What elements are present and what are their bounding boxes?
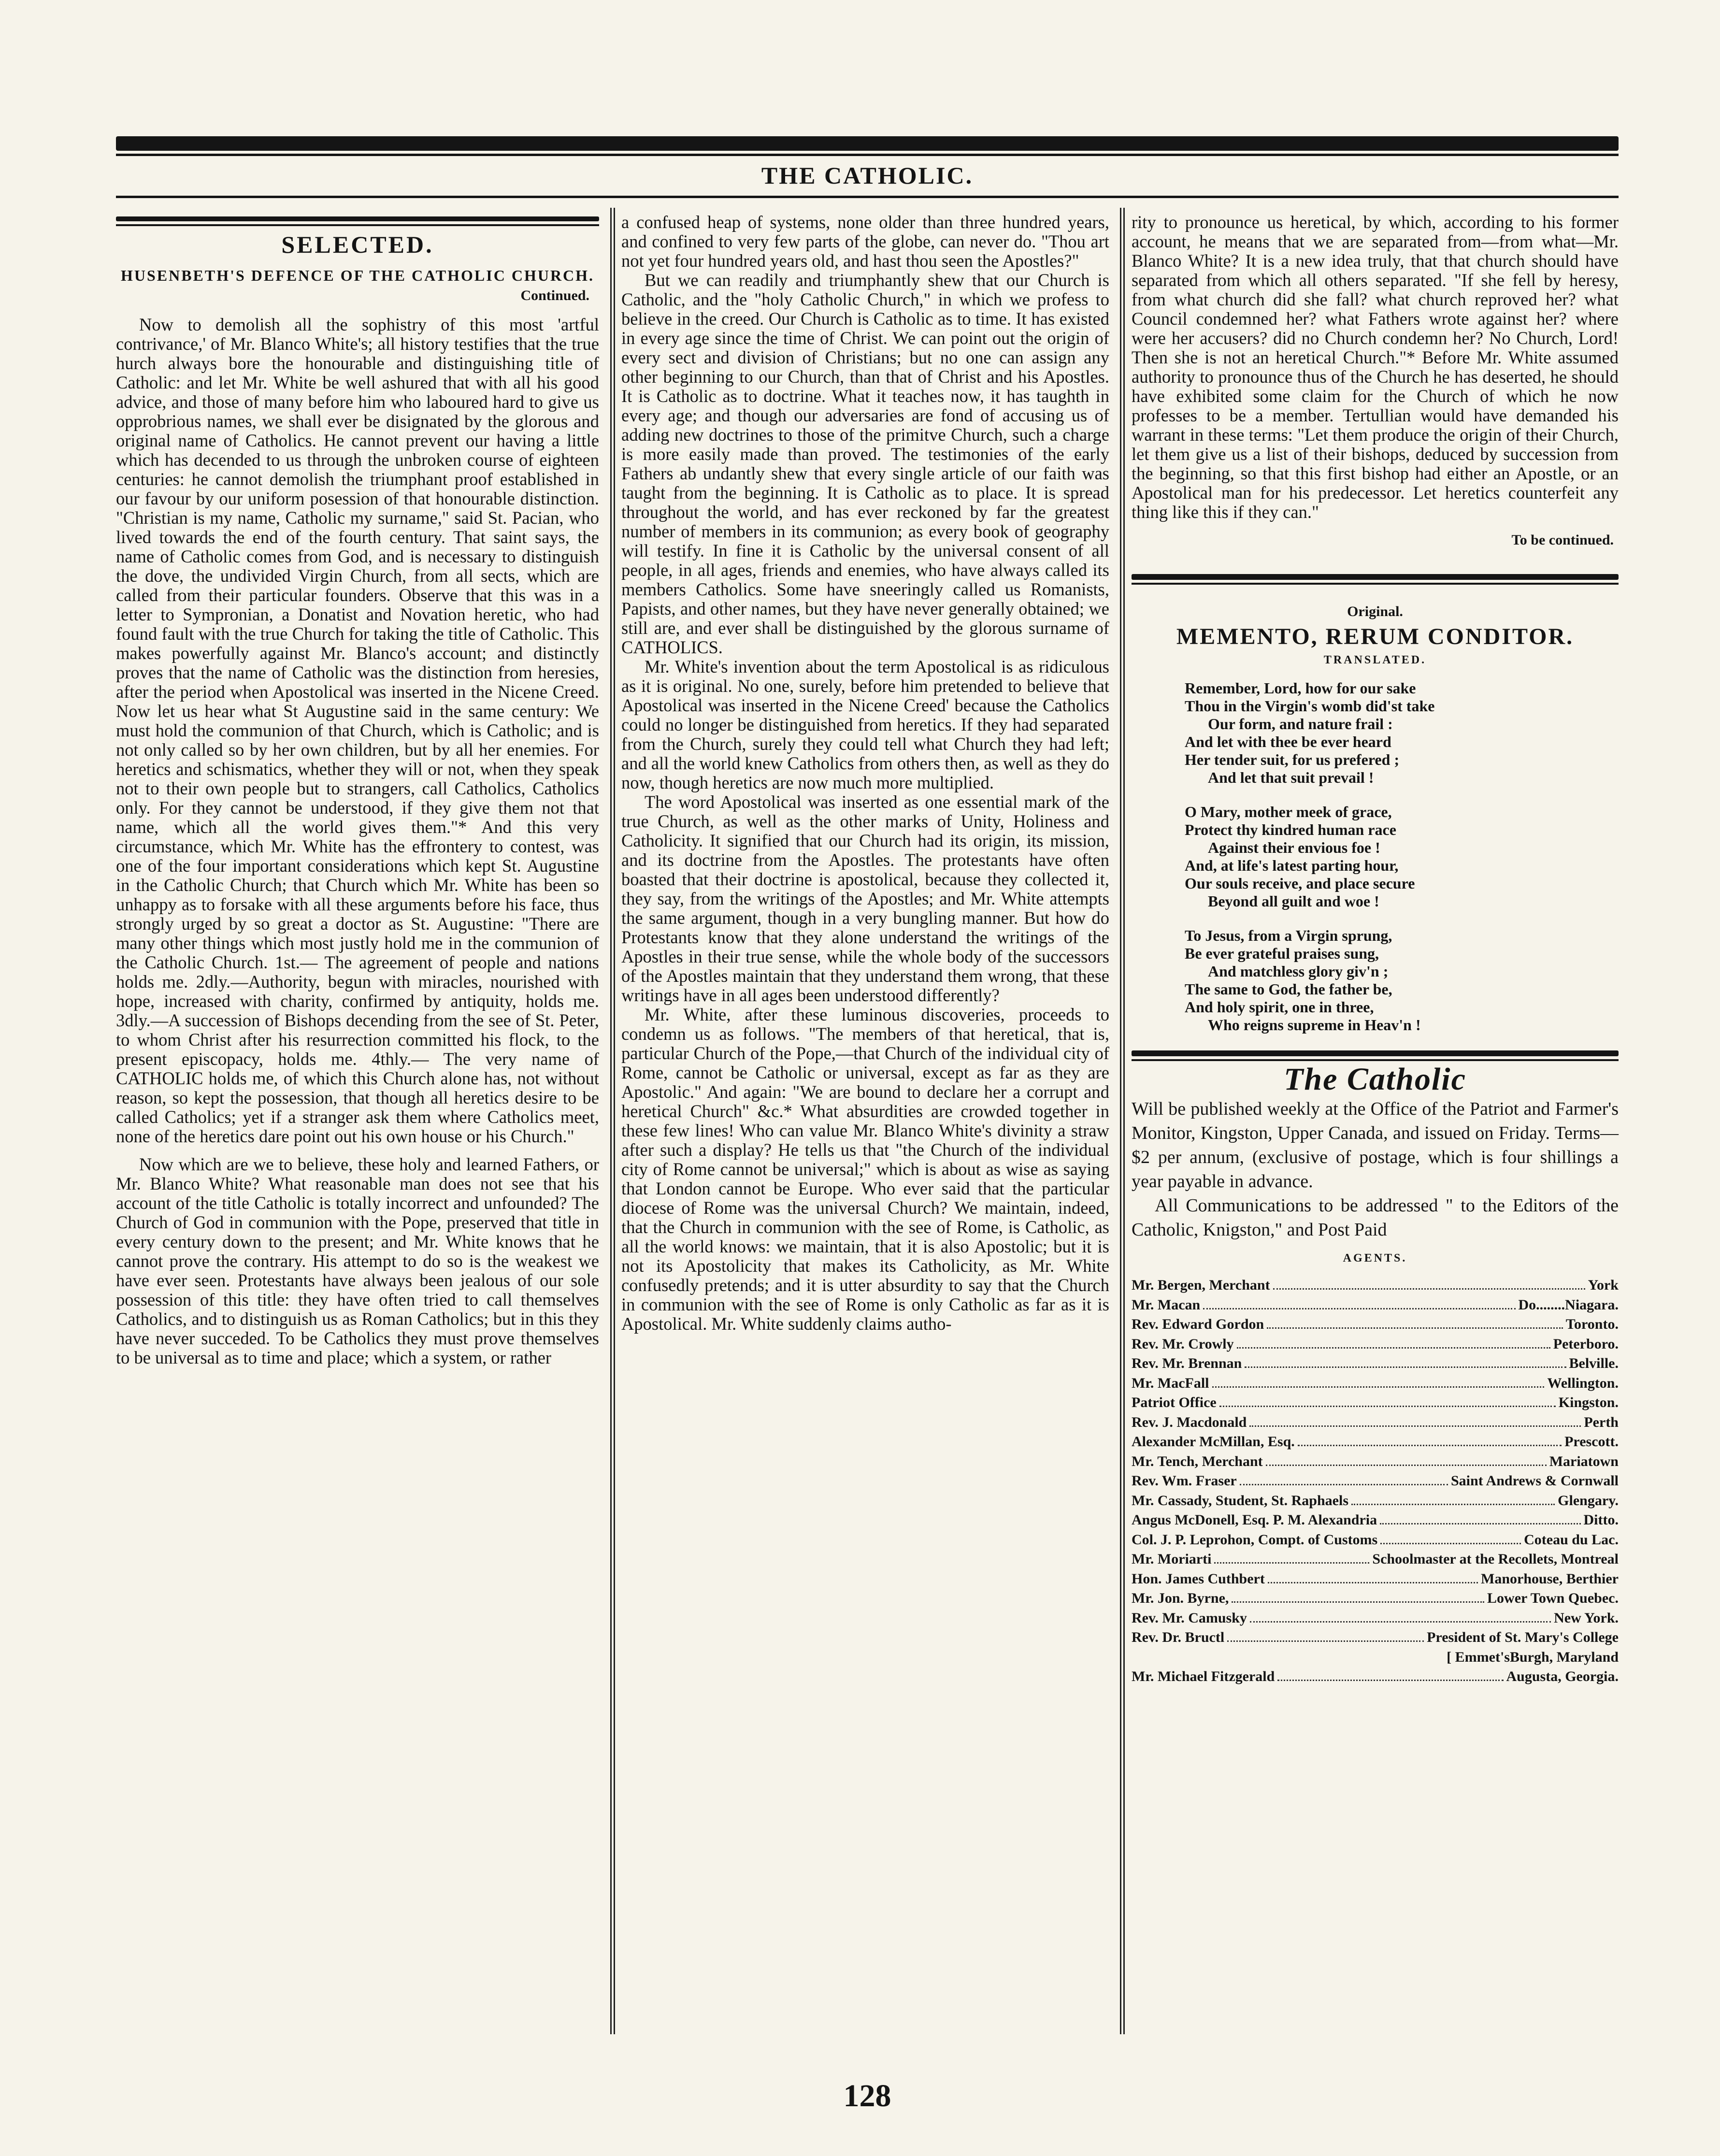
section-rule (116, 216, 599, 221)
leader-dots (1266, 1465, 1547, 1466)
poem-line: Be ever grateful praises sung, (1185, 945, 1379, 962)
paragraph: Now which are we to believe, these holy and learned Fathers, or Mr. Blanco White? What reasonable man does not see that his account of the title Catholic is totally incorrect and unfounded? The Church of God in communion with the Pope, preserved that title in every century down to the present; and Mr. White knows that he cannot prove the contrary. His attempt to do so is the weakest we have ever seen. Protestants have always been jealous of our sole possession of this title: they have often tried to call themselves Catholics, and to distinguish us as Roman Catholics; but in this they have never succeded. To be Catholics they must prove themselves to be universal as to time and place; which a system, or rather (116, 1154, 599, 1367)
leader-dots (1245, 1366, 1566, 1368)
agent-row (1132, 1471, 1619, 1491)
poem-line: And let with thee be ever heard (1185, 733, 1391, 750)
publication-notice: Will be published weekly at the Office of the Patriot and Farmer's Monitor, Kingston, Upper Canada, and issued on Friday. Terms—$2 per annum, (exclusive of postage, which is four shillings a year payable in advance. (1132, 1099, 1619, 1192)
leader-dots (1240, 1484, 1448, 1485)
agent-place: Saint Andrews & Cornwall (1451, 1473, 1619, 1489)
agent-name: Mr. Moriarti (1132, 1551, 1212, 1567)
running-head: THE CATHOLIC. (761, 162, 974, 189)
agent-place: Peterboro. (1553, 1336, 1619, 1352)
poem-title: MEMENTO, RERUM CONDITOR. (1176, 624, 1574, 649)
masthead-title: The Catholic (1284, 1062, 1466, 1097)
agent-name: Hon. James Cuthbert (1132, 1570, 1265, 1587)
poem-line: Against their envious foe ! (1208, 839, 1380, 856)
leader-dots (1232, 1601, 1484, 1603)
poem-line: And let that suit prevail ! (1208, 769, 1374, 786)
leader-dots (1380, 1523, 1580, 1524)
agent-name: Mr. Jon. Byrne, (1132, 1590, 1229, 1606)
agent-place: Kingston. (1558, 1394, 1619, 1410)
agent-row (1132, 1589, 1619, 1609)
agent-name: Mr. Bergen, Merchant (1132, 1277, 1270, 1293)
agent-place: President of St. Mary's College (1427, 1629, 1619, 1645)
poem-stanza (1185, 927, 1619, 1034)
article-title: HUSENBETH'S DEFENCE OF THE CATHOLIC CHURCH. (120, 267, 595, 284)
poem-line: To Jesus, from a Virgin sprung, (1185, 927, 1392, 944)
agent-name: Rev. Mr. Brennan (1132, 1355, 1242, 1371)
leader-dots (1380, 1543, 1521, 1544)
leader-dots (1219, 1406, 1556, 1407)
poem-line: The same to God, the father be, (1185, 980, 1392, 998)
agent-place: Toronto. (1565, 1316, 1619, 1332)
leader-dots (1267, 1327, 1563, 1329)
agent-place: Perth (1584, 1414, 1619, 1430)
agent-row (1132, 1550, 1619, 1569)
agent-name: Mr. Cassady, Student, St. Raphaels (1132, 1492, 1348, 1509)
paragraph: rity to pronounce us heretical, by which, according to his former account, he means that we are separated from—from what—Mr. Blanco White? It is a new idea truly, that that church should have separated from which all others separated. "If she fell by heresy, from what church did she fall? what church reproved her? what Council condemned her? what Fathers wrote against her? where were her accusers? did no Church condemn her? No Church, Lord! Then she is not an heretical Church."* Before Mr. White assumed authority to pronounce thus of the Church he has deserted, he should have exhibited some claim for the Church of which he now professes to be a member. Tertullian would have demanded his warrant in these terms: "Let them produce the origin of their Church, let them give us a list of their bishops, deduced by succession from the beginning, so that this first bishop had either an Apostle, or an Apostolical man for his predecessor. Let heretics counterfeit any thing like this if they can." (1132, 212, 1619, 522)
agent-name: Rev. Mr. Crowly (1132, 1336, 1234, 1352)
paragraph: But we can readily and triumphantly shew that our Church is Catholic, and the "holy Catholic Church," in which we profess to believe in the creed. Our Church is Catholic as to time. It has existed in every age since the time of Christ. We can point out the origin of every sect and division of Christians; but no one can assign any other beginning to our Church, than that of Christ and his Apostles. It is Catholic as to doctrine. What it teaches now, it has taughth in every age; and though our adversaries are fond of accusing us of adding new doctrines to those of the primitve Church, such a charge is more easily made than proved. The testimonies of the early Fathers ab undantly shew that every single article of our faith was taught from the beginning. It is Catholic as to place. It is spread throughout the world, and has ever reckoned by far the greatest number of members in its communion; as every book of geography will testify. In fine it is Catholic by the universal consent of all people, in all ages, friends and enemies, who have always called its members Catholics. Some have sneeringly called us Romanists, Papists, and other names, but they have never generally obtained; we still are, and ever shall be distinguished by the glorous surname of CATHOLICS. (621, 270, 1109, 657)
masthead-rule-thin (1132, 1059, 1619, 1061)
agent-name: Mr. Tench, Merchant (1132, 1453, 1263, 1469)
agent-row (1132, 1374, 1619, 1394)
leader-dots (1351, 1504, 1555, 1505)
agent-row (1132, 1648, 1619, 1667)
poem-stanza (1185, 679, 1619, 787)
block-rule (1132, 574, 1619, 580)
poem-line: Beyond all guilt and woe ! (1208, 892, 1379, 910)
agent-row (1132, 1295, 1619, 1315)
leader-dots (1203, 1308, 1515, 1309)
leader-dots (1298, 1445, 1562, 1446)
agent-name: Rev. J. Macdonald (1132, 1414, 1247, 1430)
column-rule-1b (614, 208, 615, 2034)
agent-place: Manorhouse, Berthier (1481, 1570, 1619, 1587)
section-title: SELECTED. (281, 231, 434, 258)
agent-place: Prescott. (1564, 1434, 1619, 1450)
agent-place: York (1588, 1277, 1619, 1293)
paragraph: Mr. White, after these luminous discoveries, proceeds to condemn us as follows. "The members of that heretical, that is, particular Church of the Pope,—that Church of the individual city of Rome, cannot be Catholic or universal, except as far as they are Apostolic." And again: "We are bound to declare her a corrupt and heretical Church" &c.* What absurdities are crowded together in these few lines! Who can value Mr. Blanco White's divinity a straw after such a display? He tells us that "the Church of the individual city of Rome cannot be universal;" which is about as wise as saying that London cannot be Europe. Who ever said that the particular diocese of Rome was the universal Church? We maintain, indeed, that the Church in communion with the see of Rome, is Catholic, as all the world knows: we maintain, that it is also Apostolic; but it is not its Apostolicity that makes its Catholicity, as Mr. White confusedly pretends; and it is utter absurdity to say that the Church in communion with the see of Rome is only Catholic as far as it is Apostolical. Mr. White suddenly claims autho- (621, 1005, 1109, 1334)
poem-stanza (1185, 803, 1619, 910)
communications-notice: All Communications to be addressed " to the Editors of the Catholic, Knigston," and Post Paid (1132, 1195, 1619, 1240)
agent-place: Belville. (1569, 1355, 1619, 1371)
agent-place: Glengary. (1558, 1492, 1619, 1509)
agent-name: Col. J. P. Leprohon, Compt. of Customs (1132, 1531, 1378, 1548)
agent-row (1132, 1315, 1619, 1335)
page-number: 128 (843, 2078, 891, 2113)
agent-name: Mr. Macan (1132, 1296, 1201, 1313)
column-rule-1 (610, 208, 612, 2034)
agent-row (1132, 1393, 1619, 1413)
poem-line: Thou in the Virgin's womb did'st take (1185, 697, 1435, 715)
block-rule-thin (1132, 583, 1619, 585)
column-2 (621, 213, 1109, 1334)
agent-row (1132, 1510, 1619, 1530)
agent-place: New York. (1554, 1610, 1619, 1626)
agent-row (1132, 1609, 1619, 1628)
agent-place: Schoolmaster at the Recollets, Montreal (1372, 1551, 1619, 1567)
agent-place: Lower Town Quebec. (1487, 1590, 1619, 1606)
poem-line: And holy spirit, one in three, (1185, 998, 1374, 1016)
agent-name: Angus McDonell, Esq. P. M. Alexandria (1132, 1512, 1377, 1528)
leader-dots (1268, 1582, 1478, 1583)
poem-line: And matchless glory giv'n ; (1208, 963, 1389, 980)
poem-line: Protect thy kindred human race (1185, 821, 1396, 838)
agent-place: Mariatown (1549, 1453, 1619, 1469)
agent-row (1132, 1276, 1619, 1295)
agent-row (1132, 1413, 1619, 1433)
agent-row (1132, 1491, 1619, 1511)
agent-place: [ Emmet'sBurgh, Maryland (1447, 1649, 1619, 1665)
poem-line: Who reigns supreme in Heav'n ! (1208, 1016, 1421, 1034)
leader-dots (1237, 1347, 1550, 1349)
to-be-continued: To be continued. (1511, 532, 1614, 548)
leader-dots (1250, 1621, 1551, 1623)
original-label: Original. (1347, 604, 1403, 619)
leader-dots (1249, 1425, 1581, 1427)
leader-dots (1227, 1640, 1424, 1642)
agent-place: Do........Niagara. (1518, 1296, 1619, 1313)
agent-name: Rev. Edward Gordon (1132, 1316, 1264, 1332)
agent-name: Mr. MacFall (1132, 1375, 1209, 1391)
agents-heading: AGENTS. (1343, 1252, 1407, 1265)
agent-row (1132, 1452, 1619, 1472)
column-rule-2 (1120, 208, 1121, 2034)
agent-row (1132, 1628, 1619, 1648)
agent-name: Patriot Office (1132, 1394, 1217, 1410)
agents-list (1132, 1276, 1619, 1687)
top-rule-thin (116, 154, 1619, 156)
poem-line: O Mary, mother meek of grace, (1185, 803, 1392, 820)
agent-name: Rev. Wm. Fraser (1132, 1473, 1237, 1489)
agent-place: Augusta, Georgia. (1506, 1668, 1619, 1684)
agent-place: Wellington. (1547, 1375, 1619, 1391)
paragraph: a confused heap of systems, none older than three hundred years, and confined to very few parts of the globe, can never do. "Thou art not yet four hundred years old, and hast thou seen the Apostles?" (621, 212, 1109, 271)
agent-name: Alexander McMillan, Esq. (1132, 1434, 1295, 1450)
poem-line: Our souls receive, and place secure (1185, 875, 1415, 892)
paragraph: The word Apostolical was inserted as one essential mark of the true Church, as well as the other marks of Unity, Holiness and Catholicity. It signified that our Church had its origin, its mission, and its doctrine from the Apostles. The protestants have often boasted that their doctrine is apostolical, because they collected it, they say, from the writings of the Apostles; and Mr. White attempts the same argument, though in a very bungling manner. But how do Protestants know that they alone understand the writings of the Apostles in their true sense, while the whole body of the successors of the Apostles maintain that they understand them wrong, that these writings have in all ages been understood differently? (621, 792, 1109, 1005)
paragraph: Now to demolish all the sophistry of this most 'artful contrivance,' of Mr. Blanco White's; all history testifies that the true hurch always bore the honourable and distinguishing title of Catholic: and let Mr. White be well ashured that with all his good advice, and those of many before him who laboured hard to give us opprobrious names, we shall ever be disignated by the glorous and original name of Catholics. He cannot prevent our having a little which has decended to us through the unbroken course of eighteen centuries: he cannot demolish the triumphant proof established in our favour by our uniform posession of that honourable distinction. "Christian is my name, Catholic my surname," said St. Pacian, who lived towards the end of the fourth century. That saint says, the name of Catholic comes from God, and is necessary to distinguish the dove, the undivided Virgin Church, from all sects, which are called from their particular founders. Observe that this was in a letter to Sympronian, a Donatist and Novation heretic, who had found fault with the true Church for taking the title of Catholic. This makes powerfully against Mr. Blanco's account; and distinctly proves that the name of Catholic was the distinction from heresies, after the period when Apostolical was inserted in the Nicene Creed. Now let us hear what St Augustine said in the same century: We must hold the communion of that Church, which is Catholic; and is not only called so by her own children, but by all her enemies. For heretics and schismatics, whether they will or not, when they speak not to their own people but to strangers, call Catholics, Catholics only. For they cannot be understood, if they give them not that name, which all the world gives them."* And this very circumstance, which Mr. White has the effrontery to contest, was one of the four important considerations which kept St. Augustine in the Catholic Church; that Church which Mr. White has been so unhappy as to forsake with all these arguments before his face, thus strongly urged by so great a doctor as St. Augustine: "There are many other things which most justly hold me in the communion of the Catholic Church. 1st.— The agreement of people and nations holds me. 2dly.—Authority, begun with miracles, nourished with hope, increased with charity, confirmed by antiquity, holds me. 3dly.—A succession of Bishops decending from the see of St. Peter, to whom Christ after his resurrection committed his flock, to the present episcopacy, holds me. 4thly.— The very name of CATHOLIC holds me, of which this Church alone has, not without reason, so kept the possession, that though all heretics desire to be called Catholics; yet if a stranger ask them where Catholics meet, none of the heretics dare point out his own house or his Church." (116, 315, 599, 1146)
agent-name: Rev. Mr. Camusky (1132, 1610, 1247, 1626)
agent-row (1132, 1569, 1619, 1589)
masthead-rule (1132, 1050, 1619, 1056)
agent-row (1132, 1335, 1619, 1354)
leader-dots (1273, 1288, 1585, 1290)
top-rule (116, 136, 1619, 151)
agent-place: Ditto. (1583, 1512, 1619, 1528)
poem-line: Her tender suit, for us prefered ; (1185, 751, 1400, 768)
column-1 (116, 213, 599, 1367)
leader-dots (1212, 1386, 1545, 1388)
poem-line: And, at life's latest parting hour, (1185, 857, 1399, 874)
agent-name: Rev. Dr. Bructl (1132, 1629, 1225, 1645)
column-rule-2b (1123, 208, 1125, 2034)
agent-row (1132, 1667, 1619, 1687)
agent-name: Mr. Michael Fitzgerald (1132, 1668, 1275, 1684)
poem-line: Our form, and nature frail : (1208, 715, 1393, 733)
leader-dots (1214, 1562, 1369, 1564)
section-rule-thin (116, 224, 599, 226)
agent-row (1132, 1530, 1619, 1550)
column-3 (1132, 213, 1619, 1687)
header-rule (116, 196, 1619, 198)
paragraph: Mr. White's invention about the term Apostolical is as ridiculous as it is original. No one, surely, before him pretended to believe that Apostolical was inserted in the Nicene Creed' because the Catholics could no longer be distinguished from heretics. If they had separated from the Church, surely they could tell what Church they had left; and all the world knew Catholics from others then, as well as they do now, though heretics are now much more multiplied. (621, 657, 1109, 792)
translated-label: TRANSLATED. (1323, 654, 1427, 666)
agent-row (1132, 1354, 1619, 1374)
agent-place: Coteau du Lac. (1524, 1531, 1619, 1548)
agent-row (1132, 1432, 1619, 1452)
leader-dots (1277, 1680, 1503, 1681)
continued-note: Continued. (520, 287, 589, 303)
poem-line: Remember, Lord, how for our sake (1185, 679, 1416, 697)
